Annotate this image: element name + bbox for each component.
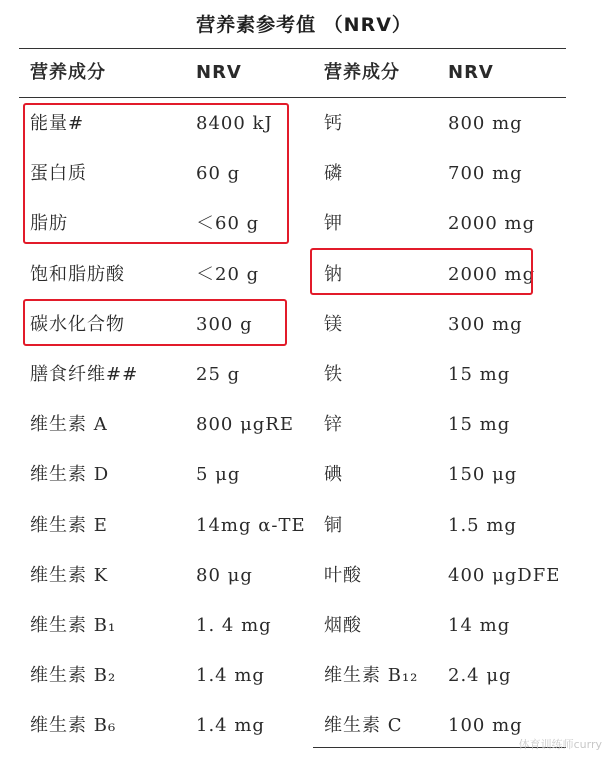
nutrient-name-left: 维生素 E — [30, 515, 108, 536]
nrv-value-right: 15 mg — [448, 364, 511, 385]
nutrient-name-left: 饱和脂肪酸 — [30, 264, 125, 285]
nrv-value-left: 25 g — [196, 364, 241, 385]
nutrient-name-left: 维生素 B₆ — [30, 715, 117, 736]
nrv-value-left: 1.4 mg — [196, 715, 265, 736]
nrv-value-right: 15 mg — [448, 414, 511, 435]
nutrient-name-right: 烟酸 — [324, 615, 362, 636]
nutrient-name-right: 叶酸 — [324, 565, 362, 586]
nrv-value-left: 80 μg — [196, 565, 253, 586]
nrv-value-right: 800 mg — [448, 113, 523, 134]
nrv-value-left: 14mg α-TE — [196, 515, 306, 536]
header-rule — [19, 97, 566, 98]
nrv-value-right: 400 μgDFE — [448, 565, 561, 586]
highlight-box-sodium — [310, 248, 536, 295]
watermark: 体育训练师curry — [518, 738, 602, 751]
nrv-value-left: 300 g — [196, 314, 253, 335]
nutrient-name-right: 铁 — [324, 364, 343, 385]
nrv-value-right: 1.5 mg — [448, 515, 517, 536]
nutrient-name-right: 维生素 B₁₂ — [324, 665, 419, 686]
nrv-value-right: 300 mg — [448, 314, 523, 335]
nutrient-name-left: 能量# — [30, 113, 85, 134]
nutrient-name-left: 膳食纤维## — [30, 364, 139, 385]
nutrient-name-right: 锌 — [324, 414, 343, 435]
highlight-box-carbohydrate — [23, 299, 287, 346]
nutrient-name-right: 碘 — [324, 464, 343, 485]
nrv-value-left: ＜60 g — [196, 213, 260, 234]
nutrient-name-left: 维生素 K — [30, 565, 109, 586]
nutrient-name-right: 钙 — [324, 113, 343, 134]
nutrient-name-right: 维生素 C — [324, 715, 403, 736]
nrv-value-left: ＜20 g — [196, 264, 260, 285]
header-nrv-left: NRV — [196, 62, 242, 83]
nutrient-name-right: 铜 — [324, 515, 343, 536]
nutrient-name-right: 钾 — [324, 213, 343, 234]
top-rule — [19, 48, 566, 49]
nutrient-name-left: 碳水化合物 — [30, 314, 125, 335]
nutrient-name-left: 蛋白质 — [30, 163, 87, 184]
nutrient-name-left: 维生素 D — [30, 464, 110, 485]
nrv-value-right: 2000 mg — [448, 264, 536, 285]
header-nrv-right: NRV — [448, 62, 494, 83]
nrv-value-right: 2000 mg — [448, 213, 536, 234]
nrv-value-left: 60 g — [196, 163, 241, 184]
nrv-value-left: 1. 4 mg — [196, 615, 272, 636]
nrv-value-right: 100 mg — [448, 715, 523, 736]
nutrient-name-right: 镁 — [324, 314, 343, 335]
nrv-value-right: 700 mg — [448, 163, 523, 184]
table-title: 营养素参考值 （NRV） — [196, 14, 412, 36]
nutrient-name-left: 维生素 A — [30, 414, 108, 435]
nutrient-name-right: 磷 — [324, 163, 343, 184]
nrv-value-right: 14 mg — [448, 615, 511, 636]
nrv-value-left: 1.4 mg — [196, 665, 265, 686]
nutrient-name-left: 维生素 B₂ — [30, 665, 117, 686]
highlight-box-energy-protein-fat — [23, 103, 289, 244]
nrv-value-left: 800 μgRE — [196, 414, 294, 435]
nutrient-name-left: 脂肪 — [30, 213, 68, 234]
nutrient-name-left: 维生素 B₁ — [30, 615, 117, 636]
header-nutrient-right: 营养成分 — [324, 62, 400, 83]
nutrient-name-right: 钠 — [324, 264, 343, 285]
nrv-value-left: 8400 kJ — [196, 113, 273, 134]
nrv-value-right: 150 μg — [448, 464, 518, 485]
nrv-value-left: 5 μg — [196, 464, 241, 485]
nrv-value-right: 2.4 μg — [448, 665, 512, 686]
header-nutrient-left: 营养成分 — [30, 62, 106, 83]
